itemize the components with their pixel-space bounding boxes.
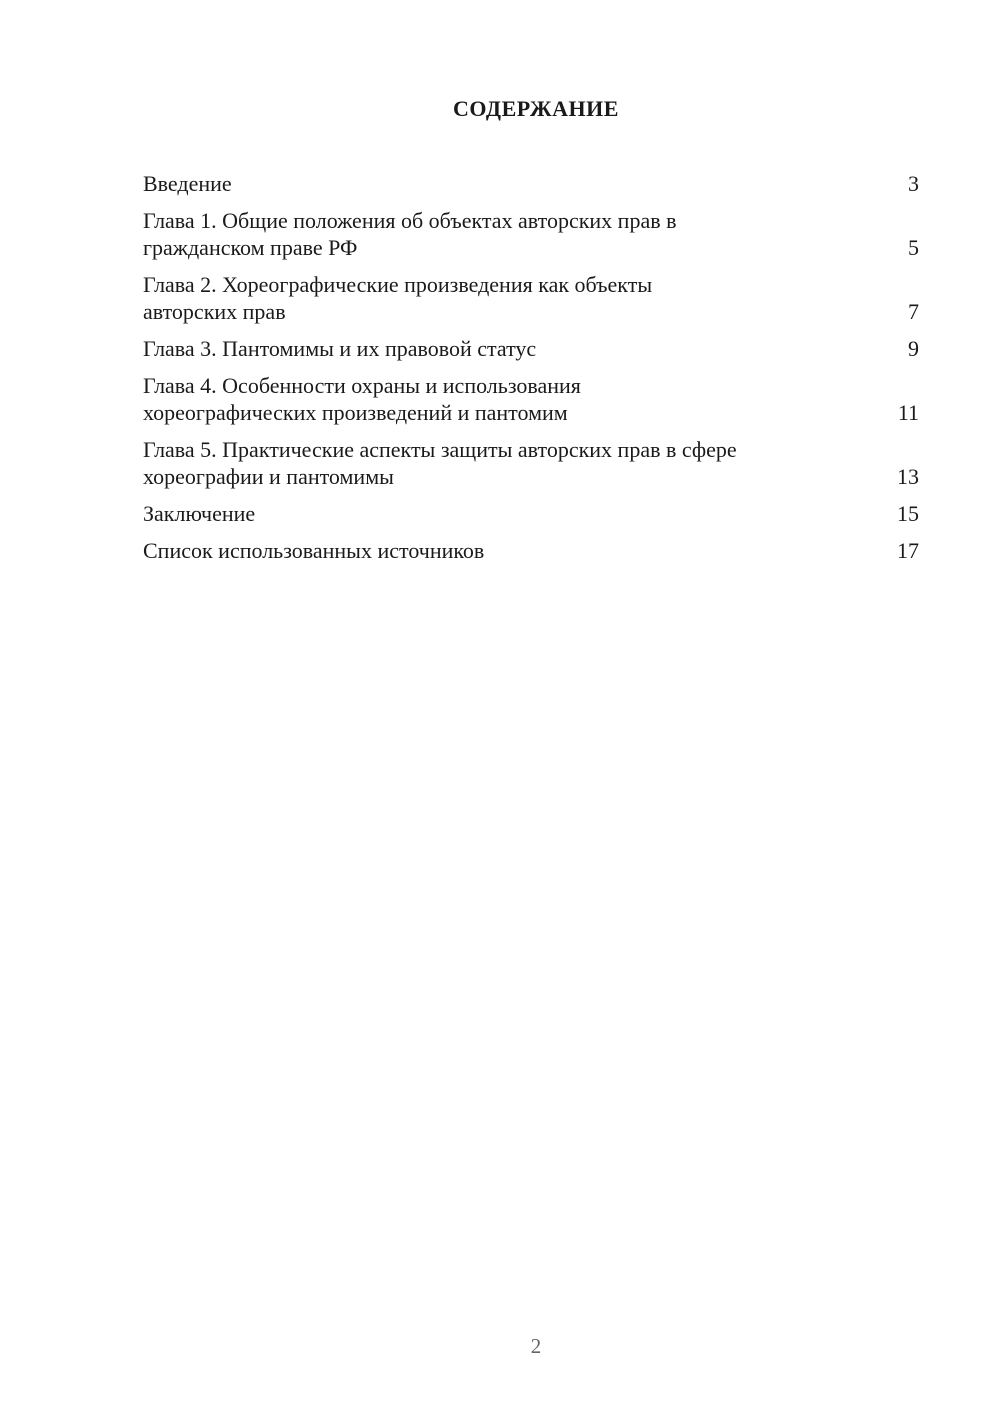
toc-entry-page-number: 11: [897, 400, 919, 425]
toc-entry-chapter-4: [143, 372, 919, 426]
page-title: СОДЕРЖАНИЕ: [453, 96, 619, 121]
toc-entry-title: [143, 537, 889, 564]
toc-entry-page-number: 15: [897, 501, 919, 526]
toc-entry-page-number: 17: [897, 538, 919, 563]
toc-entry-title: [143, 372, 889, 426]
toc-entry-line: Глава 3. Пантомимы и их правовой статус: [143, 336, 537, 361]
toc-entry-conclusion: [143, 500, 919, 527]
toc-entry-title: [143, 335, 889, 362]
toc-entry-line: Глава 2. Хореографические произведения как объекты: [143, 272, 653, 297]
toc-entry-line: Список использованных источников: [143, 538, 485, 563]
page-number: 2: [530, 1334, 542, 1358]
toc-entry-line: Введение: [143, 171, 232, 196]
toc-entry-chapter-2: [143, 271, 919, 325]
toc-entry-page-number: 9: [908, 336, 919, 361]
toc-entry-chapter-1: [143, 207, 919, 261]
toc-entry-bibliography: [143, 537, 919, 564]
toc-entry-title: [143, 271, 889, 325]
toc-entry-title: [143, 207, 889, 261]
toc-entry-introduction: [143, 170, 919, 197]
toc-entry-line: авторских прав: [143, 299, 286, 324]
toc-entry-page-number: 13: [897, 464, 919, 489]
toc-entry-line: Глава 5. Практические аспекты защиты авторских прав в сфере: [143, 437, 737, 462]
toc-entry-chapter-5: [143, 436, 919, 490]
toc-entry-line: хореографических произведений и пантомим: [143, 400, 568, 425]
toc-entry-page-number: 5: [908, 235, 919, 260]
toc-entry-page-number: 7: [908, 299, 919, 324]
toc-entry-line: гражданском праве РФ: [143, 235, 358, 260]
toc-entry-line: Глава 1. Общие положения об объектах авторских прав в: [143, 208, 677, 233]
toc-entry-line: хореографии и пантомимы: [143, 464, 394, 489]
toc-entry-title: [143, 170, 889, 197]
toc-entry-title: [143, 436, 889, 490]
toc-entry-page-number: 3: [908, 171, 919, 196]
table-of-contents: [143, 170, 919, 574]
toc-entry-line: Глава 4. Особенности охраны и использования: [143, 373, 581, 398]
toc-entry-chapter-3: [143, 335, 919, 362]
toc-entry-title: [143, 500, 889, 527]
toc-entry-line: Заключение: [143, 501, 256, 526]
